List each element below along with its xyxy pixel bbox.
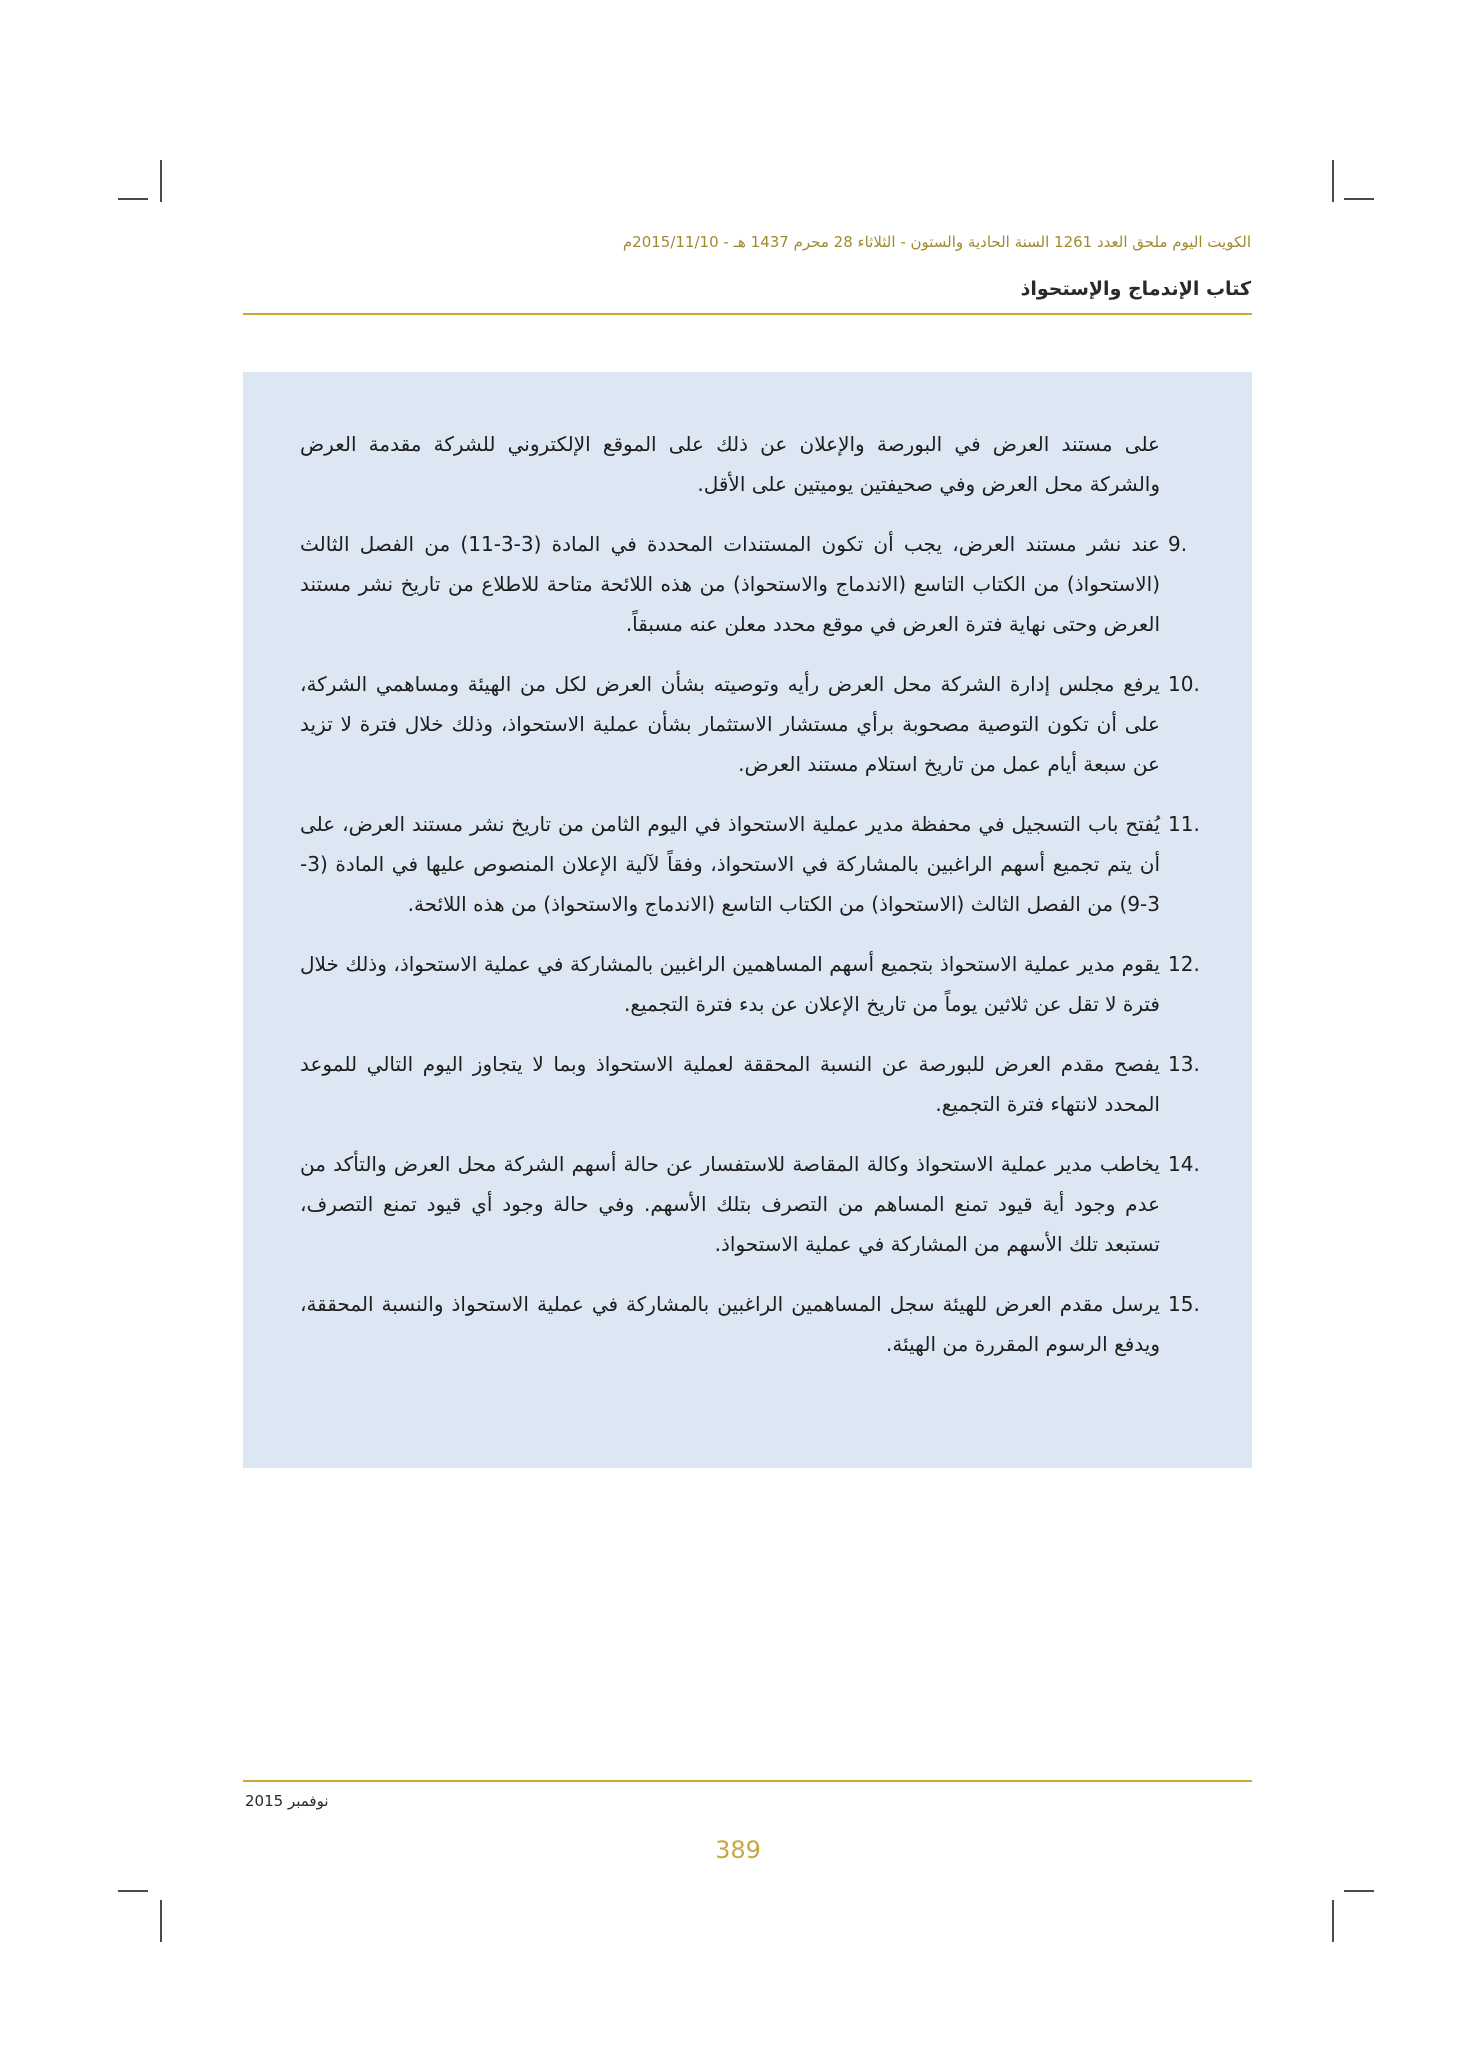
item-number: 14. xyxy=(1168,1152,1200,1176)
list-item-12 xyxy=(300,944,1200,1024)
crop-mark xyxy=(160,1900,162,1942)
crop-mark xyxy=(160,160,162,202)
list-item-15 xyxy=(300,1284,1200,1364)
item-text: يفصح مقدم العرض للبورصة عن النسبة المحققة لعملية الاستحواذ وبما لا يتجاوز اليوم التالي للموعد المحدد لانتهاء فترة التجميع. xyxy=(300,1052,1160,1116)
crop-mark xyxy=(118,198,148,200)
item-text: يرفع مجلس إدارة الشركة محل العرض رأيه وتوصيته بشأن العرض لكل من الهيئة ومساهمي الشركة، على أن تكون التوصية مصحوبة برأي مستشار الاستثمار بشأن عملية الاستحواذ، وذلك خلال فترة لا تزيد عن سبعة أيام عمل من تاريخ استلام مستند العرض. xyxy=(300,672,1160,776)
crop-mark xyxy=(1344,1890,1374,1892)
content-panel xyxy=(243,372,1252,1468)
crop-mark xyxy=(1344,198,1374,200)
item-number: 12. xyxy=(1168,952,1200,976)
content-text xyxy=(300,424,1200,1384)
list-item-10 xyxy=(300,664,1200,784)
list-item-14 xyxy=(300,1144,1200,1264)
item-text: عند نشر مستند العرض، يجب أن تكون المستندات المحددة في المادة (3-3-11) من الفصل الثالث (الاستحواذ) من الكتاب التاسع (الاندماج والاستحواذ) من هذه اللائحة متاحة للاطلاع من تاريخ نشر مستند العرض وحتى نهاية فترة العرض في موقع محدد معلن عنه مسبقاً. xyxy=(300,532,1160,636)
item-number: 11. xyxy=(1168,812,1200,836)
header-rule xyxy=(243,313,1252,315)
crop-mark xyxy=(118,1890,148,1892)
list-item-11 xyxy=(300,804,1200,924)
publication-line: الكويت اليوم ملحق العدد 1261 السنة الحادية والستون - الثلاثاء 28 محرم 1437 هـ - 2015/11/10م xyxy=(622,233,1251,251)
item-number: 13. xyxy=(1168,1052,1200,1076)
footer-rule xyxy=(243,1780,1252,1782)
intro-paragraph: على مستند العرض في البورصة والإعلان عن ذلك على الموقع الإلكتروني للشركة مقدمة العرض والشركة محل العرض وفي صحيفتين يوميتين على الأقل. xyxy=(300,432,1160,496)
list-item-13 xyxy=(300,1044,1200,1124)
crop-mark xyxy=(1332,160,1334,202)
item-text: يُفتح باب التسجيل في محفظة مدير عملية الاستحواذ في اليوم الثامن من تاريخ نشر مستند العرض، على أن يتم تجميع أسهم الراغبين بالمشاركة في الاستحواذ، وفقاً لآلية الإعلان المنصوص عليها في المادة (3-3-9) من الفصل الثالث (الاستحواذ) من الكتاب التاسع (الاندماج والاستحواذ) من هذه اللائحة. xyxy=(300,812,1160,916)
item-number: 9. xyxy=(1168,532,1188,556)
footer-date: نوفمبر 2015 xyxy=(245,1792,329,1810)
item-number: 10. xyxy=(1168,672,1200,696)
item-text: يخاطب مدير عملية الاستحواذ وكالة المقاصة للاستفسار عن حالة أسهم الشركة محل العرض والتأكد من عدم وجود أية قيود تمنع المساهم من التصرف بتلك الأسهم. وفي حالة وجود أي قيود تمنع التصرف، تستبعد تلك الأسهم من المشاركة في عملية الاستحواذ. xyxy=(300,1152,1160,1256)
item-text: يقوم مدير عملية الاستحواذ بتجميع أسهم المساهمين الراغبين بالمشاركة في عملية الاستحواذ، وذلك خلال فترة لا تقل عن ثلاثين يوماً من تاريخ الإعلان عن بدء فترة التجميع. xyxy=(300,952,1160,1016)
book-title: كتاب الإندماج والإستحواذ xyxy=(1020,278,1251,300)
page-number: 389 xyxy=(715,1836,761,1864)
crop-mark xyxy=(1332,1900,1334,1942)
item-number: 15. xyxy=(1168,1292,1200,1316)
list-item-9 xyxy=(300,524,1188,644)
item-text: يرسل مقدم العرض للهيئة سجل المساهمين الراغبين بالمشاركة في عملية الاستحواذ والنسبة المحققة، ويدفع الرسوم المقررة من الهيئة. xyxy=(300,1292,1160,1356)
